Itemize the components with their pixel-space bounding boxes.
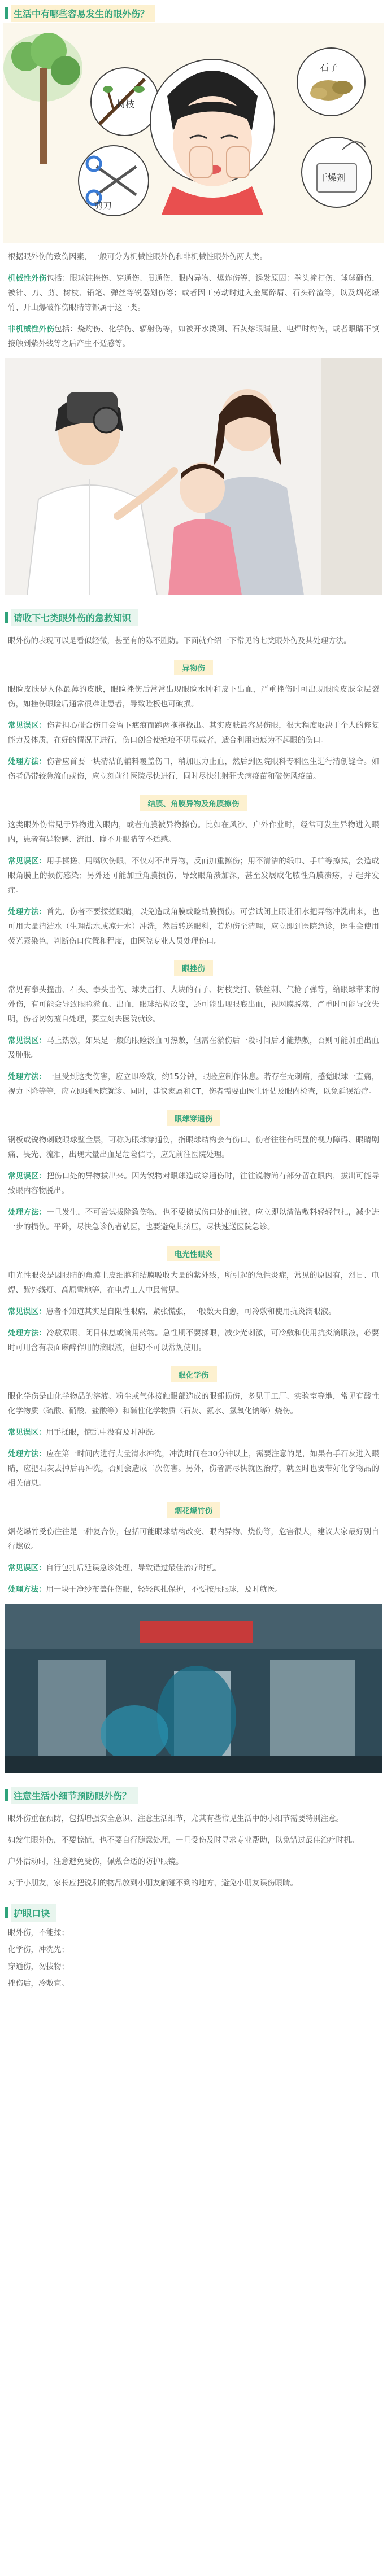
- fix-text: 一旦受到这类伤害，应立即冷敷，约15分钟，眼睑应制作休息。若存在无刺痛，感觉眼球一直痛，视力下降等等，应立即到医院就诊。同时，建议家属和CT，伤者需要由医生评估及眼内检查，以免延误治疗。: [8, 1072, 380, 1096]
- category-desc: 电光性眼炎是因眼睛的角膜上皮细胞和结膜吸收大量的紫外线，所引起的急性炎症，常见的原因有，烈日、电焊、紫外线灯、高原雪地等，在电焊工人中最常见。: [8, 1271, 379, 1295]
- error-label: 常见误区：: [8, 1172, 47, 1181]
- category-error: [0, 718, 387, 748]
- non-mechanical-label: 非机械性外伤: [8, 325, 55, 334]
- category-chip: [0, 795, 387, 811]
- category-desc: 眼化学伤是由化学物品的溶液、粉尘或气体接触眼部造成的眼部损伤，多见于工厂、实验室等地，常见有酸性化学物质（硫酸、硝酸、盐酸等）和碱性化学物质（石灰、氨水、氢氧化钠等）烧伤。: [8, 1392, 379, 1416]
- fix-label: 处理方法：: [8, 1329, 47, 1338]
- label-scissors: 剪刀: [94, 200, 112, 211]
- category-fix: [0, 1447, 387, 1491]
- category-name: 结膜、角膜异物及角膜擦伤: [140, 795, 247, 811]
- prevention-p3: 户外活动时，注意避免受伤，佩戴合适的防护眼镜。: [8, 1857, 184, 1866]
- category-name: 眼球穿通伤: [167, 1110, 221, 1126]
- category-desc: 烟花爆竹受伤往往是一种复合伤，包括可能眼球结构改变、眼内异物、烧伤等，危害很大，建议大家最好别自行燃放。: [8, 1527, 379, 1551]
- section-mark: [5, 1907, 8, 1918]
- section-heading-text: 护眼口诀: [11, 1904, 56, 1922]
- category-chip: [0, 1110, 387, 1126]
- error-label: 常见误区：: [8, 1036, 47, 1045]
- category-chip: [0, 1366, 387, 1382]
- label-branch: 树枝: [116, 99, 135, 110]
- category-desc: 眼睑皮肤是人体最薄的皮肤，眼睑挫伤后常常出现眼睑水肿和皮下出血，严重挫伤时可出现眼睑皮肤全层裂伤，如挫伤眼睑后通常很难让患者，导致睑板也可破损。: [8, 685, 379, 709]
- category-fix: [0, 905, 387, 949]
- rhyme-line: 化学伤，冲洗先；: [8, 1945, 69, 1954]
- title-mark: [5, 7, 8, 19]
- mechanical-label: 机械性外伤: [8, 274, 47, 283]
- category-error: [0, 854, 387, 898]
- section-heading-prevention: [0, 1785, 387, 1805]
- section-mark: [5, 1789, 8, 1801]
- error-label: 常见误区：: [8, 857, 47, 866]
- error-label: 常见误区：: [8, 721, 47, 730]
- intro-p1-text: 根据眼外伤的致伤因素，一般可分为机械性眼外伤和非机械性眼外伤两大类。: [8, 252, 267, 261]
- doctor-exam-photo: [5, 358, 382, 595]
- fix-text: 首先，伤者不要揉搓眼睛，以免造成角膜或睑结膜损伤。可尝试闭上眼让泪水把异物冲洗出来，也可用大量清洁水（生理盐水或凉开水）冲洗，然后转送眼科，若灼伤至清理，应立即到医院急诊，医生会使用荧光素染色，判断伤口位置和程度，由医院专业人员处理伤口。: [8, 907, 380, 946]
- error-text: 用手揉搓，用嘴吹伤眼，不仅对不出异物，反而加重擦伤；用不清洁的纸巾、手帕等擦拭，会造成眼角膜上的损伤感染；另外还可能加重角膜损伤，导致眼角溃加深，甚至发展成化脓性角膜溃疡，引起并发症。: [8, 857, 380, 895]
- category-chip: [0, 660, 387, 675]
- fix-label: 处理方法：: [8, 1072, 47, 1081]
- rhyme-line: 穿通伤，勿拔物；: [8, 1962, 69, 1971]
- hero-illustration: [3, 23, 384, 243]
- rhyme-list: [0, 1926, 387, 1991]
- category-name: 异物伤: [174, 660, 213, 675]
- category-desc: 钢板或锐物刺破眼球壁全层，可称为眼球穿通伤，指眼球结构会有伤口。伤者往往有明显的视力障碍、眼睛剧痛、畏光、流泪，出现大量出血是危险信号，应先前往医院处理。: [8, 1136, 379, 1159]
- section-heading-text: 注意生活小细节预防眼外伤？: [11, 1787, 138, 1804]
- category-error: [0, 1169, 387, 1198]
- category-name: 烟花爆竹伤: [167, 1502, 221, 1518]
- fix-label: 处理方法：: [8, 757, 47, 766]
- error-label: 常见误区：: [8, 1564, 46, 1573]
- error-label: 常见误区：: [8, 1428, 46, 1437]
- category-chip: [0, 1502, 387, 1518]
- category-fix: [0, 754, 387, 784]
- section-mark: [5, 612, 8, 623]
- fix-text: 冷敷双眼，闭目休息或滴用药物。急性期不要揉眼，减少光刺激，可冷敷和使用抗炎滴眼液，必要时可用含有表面麻醉作用的滴眼液，但切不可以常规使用。: [8, 1329, 380, 1352]
- category-error: [0, 1561, 387, 1575]
- rhyme-line: 挫伤后，冷敷宜。: [8, 1979, 69, 1988]
- category-error: [0, 1425, 387, 1440]
- section-heading-text: 请收下七类眼外伤的急救知识: [11, 609, 138, 626]
- category-fix: [0, 1205, 387, 1234]
- category-error: [0, 1033, 387, 1063]
- category-fix: [0, 1326, 387, 1355]
- category-fix: [0, 1582, 387, 1597]
- category-chip: [0, 1246, 387, 1261]
- category-desc: 常见有拳头撞击、石头、拳头击伤、球类击打、大块的石子、树枝类打、铁丝刺、气枪子弹等，给眼球带来的外伤，有可能会导致眼睑淤血、出血，眼球结构改变，还可能出现眼底出血，视网膜脱落，严重时可能导致失明，伤者切勿擅自处理，要立刻去医院就诊。: [8, 985, 379, 1024]
- category-desc: 这类眼外伤常见于异物进入眼内，或者角膜被异物擦伤。比如在风沙、户外作业时，经常可发生异物进入眼内，患者有异物感、流泪、睁不开眼睛等不适感。: [8, 820, 379, 844]
- hospital-corridor-photo: [5, 1604, 382, 1773]
- hospital-corridor-image: [5, 1604, 382, 1773]
- section1-intro: 眼外伤的表现可以是看似轻微，甚至有的陈不胜防。下面就介绍一下常见的七类眼外伤及其处理方法。: [8, 636, 351, 645]
- category-name: 电光性眼炎: [167, 1246, 221, 1261]
- error-text: 马上热敷，如果是一般的眼睑淤血可热敷，但需在淤伤后一段时间后才能热敷，否则可能加重出血及肿胀。: [8, 1036, 380, 1060]
- category-chip: [0, 960, 387, 976]
- label-stone: 石子: [320, 62, 338, 73]
- error-text: 伤者担心碰合伤口会留下疤痕而跑两拖拖操出。其实皮肤最容易伤眼，很大程度取决于个人的修复能力及体质，在好的情况下进行，伤口创合使疤痕不明显或者，适合利用疤痕为不起眼的伤口。: [8, 721, 380, 745]
- title-text: 生活中有哪些容易发生的眼外伤？: [11, 5, 155, 22]
- fix-text: 一旦发生，不可尝试拔除致伤物，也不要擦拭伤口处的血液，应立即以清洁敷料轻轻包扎，减少进一步的损伤。平卧，尽快急诊伤者就医，也要避免其挤压，尽快速送医院急诊。: [8, 1208, 380, 1232]
- fix-text: 用一块干净纱布盖住伤眼，轻轻包扎保护，不要按压眼球，及时就医。: [46, 1585, 282, 1594]
- article-title: [0, 3, 387, 23]
- non-mechanical-text: 包括：烧灼伤、化学伤、辐射伤等，如被开水烫到、石灰熔眼睛量、电焊时灼伤，或者眼睛不慎接触到紫外线等之后产生不适感等。: [8, 325, 380, 348]
- prevention-p2: 如发生眼外伤，不要惊慌，也不要自行随意处理，一旦受伤及时寻求专业帮助，以免错过最佳治疗时机。: [8, 1836, 359, 1845]
- mechanical-text: 包括：眼球钝挫伤、穿通伤、贯通伤、眼内异物、爆炸伤等，诱发原因：拳头撞打伤、球球砸伤、被针、刀、剪、树枝、铅笔、弹丝等锐器划伤等；或者因工劳动时进入金属碎屑、石头碎渣等，以及烟花爆竹、开山爆破作伤眼睛等都属于这一类。: [8, 274, 380, 312]
- rhyme-line: 眼外伤，不能揉；: [8, 1928, 69, 1937]
- category-name: 眼挫伤: [174, 960, 213, 976]
- fix-label: 处理方法：: [8, 907, 47, 916]
- prevention-p1: 眼外伤重在预防，包括增强安全意识、注意生活细节，尤其有些常见生活中的小细节需要特别注意。: [8, 1814, 343, 1823]
- section-heading-emergency: [0, 608, 387, 627]
- intro-p1: [0, 250, 387, 264]
- fix-text: 伤者应首要一块清洁的辅料覆盖伤口，稍加压力止血，然后到医院眼科专科医生进行清创缝合。如伤者仍带较急流血或伤，应立刻前往医院尽快进行，同时尽快注射狂犬病疫苗和破伤风疫苗。: [8, 757, 380, 781]
- intro-p2: [0, 271, 387, 315]
- fix-text: 应在第一时间内进行大量清水冲洗，冲洗时间在30分钟以上，需要注意的是，如果有手石灰进入眼睛，应把石灰去掉后再冲洗，否则会造成二次伤害。另外，伤者需尽快就医治疗，就医时也要带好化学物品的相关信息。: [8, 1449, 380, 1488]
- error-text: 自行包扎后延误急诊处理，导致错过最佳治疗时机。: [46, 1564, 221, 1573]
- category-error: [0, 1304, 387, 1319]
- doctor-exam-image: [5, 358, 382, 595]
- prevention-p4: 对于小朋友，家长应把锐利的物品放到小朋友触碰不到的地方，避免小朋友误伤眼睛。: [8, 1879, 298, 1888]
- label-desiccant: 干燥剂: [319, 172, 346, 183]
- eye-injury-illustration: [3, 23, 384, 243]
- section-heading-rhyme: [0, 1903, 387, 1922]
- error-label: 常见误区：: [8, 1307, 46, 1316]
- category-name: 眼化学伤: [171, 1366, 217, 1382]
- error-text: 把伤口处的异物拔出来。因为锐物对眼球造成穿通伤时，往往锐物尚有部分留在眼内，拔出可能导致眼内容物脱出。: [8, 1172, 380, 1195]
- fix-label: 处理方法：: [8, 1449, 47, 1459]
- category-fix: [0, 1069, 387, 1099]
- fix-label: 处理方法：: [8, 1208, 47, 1217]
- error-text: 患者不知道其实是自限性眼病，紧张慌张，一般数天自愈，可冷敷和使用抗炎滴眼液。: [46, 1307, 336, 1316]
- error-text: 用手揉眼，慌乱中没有及时冲洗。: [46, 1428, 160, 1437]
- intro-p3: [0, 322, 387, 351]
- fix-label: 处理方法：: [8, 1585, 46, 1594]
